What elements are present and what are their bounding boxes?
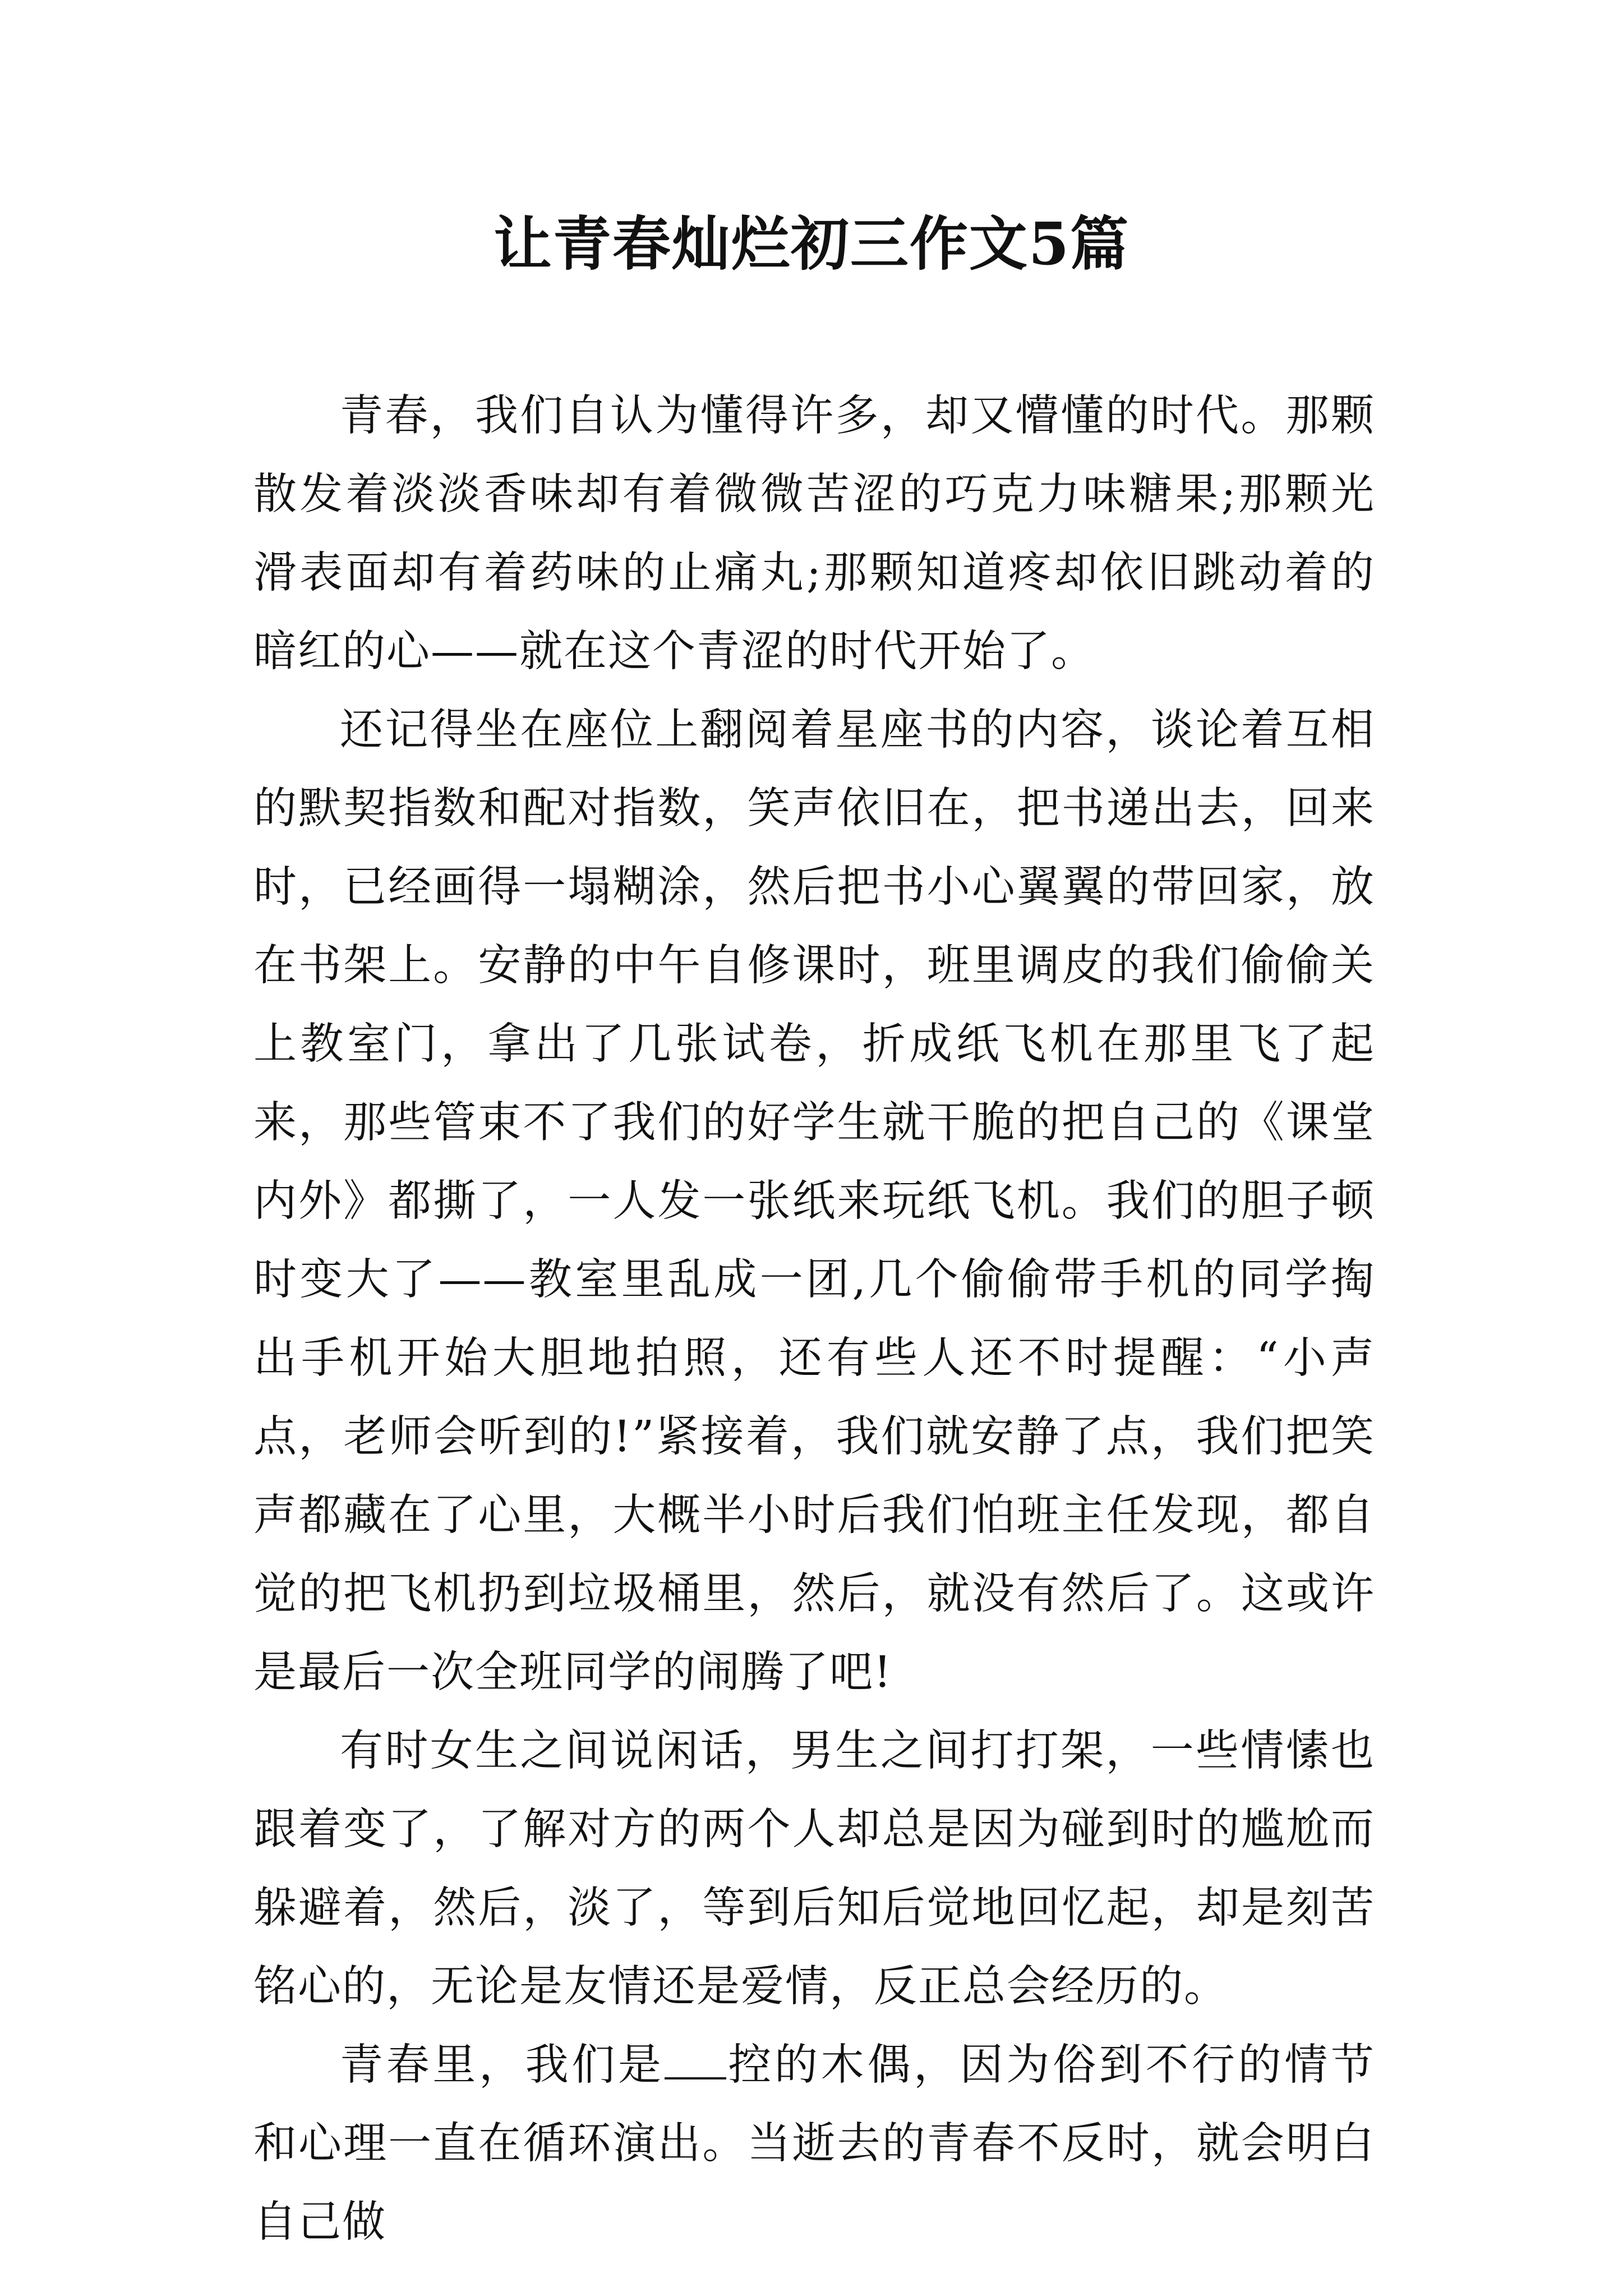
paragraph-2: 还记得坐在座位上翻阅着星座书的内容，谈论着互相的默契指数和配对指数，笑声依旧在，把书递出去，回来时，已经画得一塌糊涂，然后把书小心翼翼的带回家，放在书架上。安静的中午自修课时，班里调皮的我们偷偷关上教室门，拿出了几张试卷，折成纸飞机在那里飞了起来，那些管束不了我们的好学生就干脆的把自己的《课堂内外》都撕了，一人发一张纸来玩纸飞机。我们的胆子顿时变大了——教室里乱成一团,几个偷偷带手机的同学掏出手机开始大胆地拍照，还有些人还不时提醒：“小声点，老师会听到的!”紧接着，我们就安静了点，我们把笑声都藏在了心里，大概半小时后我们怕班主任发现，都自觉的把飞机扔到垃圾桶里，然后，就没有然后了。这或许是最后一次全班同学的闹腾了吧! bbox=[253, 705, 1375, 1697]
fill-in-blank bbox=[665, 2044, 726, 2079]
paragraph-3: 有时女生之间说闲话，男生之间打打架，一些情愫也跟着变了，了解对方的两个人却总是因为碰到时的尴尬而躲避着，然后，淡了，等到后知后觉地回忆起，却是刻苦铭心的，无论是友情还是爱情，反正总会经历的。 bbox=[253, 1726, 1375, 2012]
paragraph-4 bbox=[253, 2026, 1375, 2262]
paragraph-4-text-before-blank: 青春里，我们是 bbox=[340, 2040, 665, 2090]
paragraph-4-text-after-blank: 控的木偶，因为俗到不行的情节和心理一直在循环演出。当逝去的青春不反时，就会明白自己做 bbox=[253, 2040, 1376, 2247]
paragraph-1: 青春，我们自认为懂得许多，却又懵懂的时代。那颗散发着淡淡香味却有着微微苦涩的巧克力味糖果;那颗光滑表面却有着药味的止痛丸;那颗知道疼却依旧跳动着的暗红的心——就在这个青涩的时代开始了。 bbox=[253, 391, 1375, 677]
document-title: 让青春灿烂初三作文5篇 bbox=[493, 209, 1130, 278]
document-body bbox=[253, 377, 1375, 2262]
